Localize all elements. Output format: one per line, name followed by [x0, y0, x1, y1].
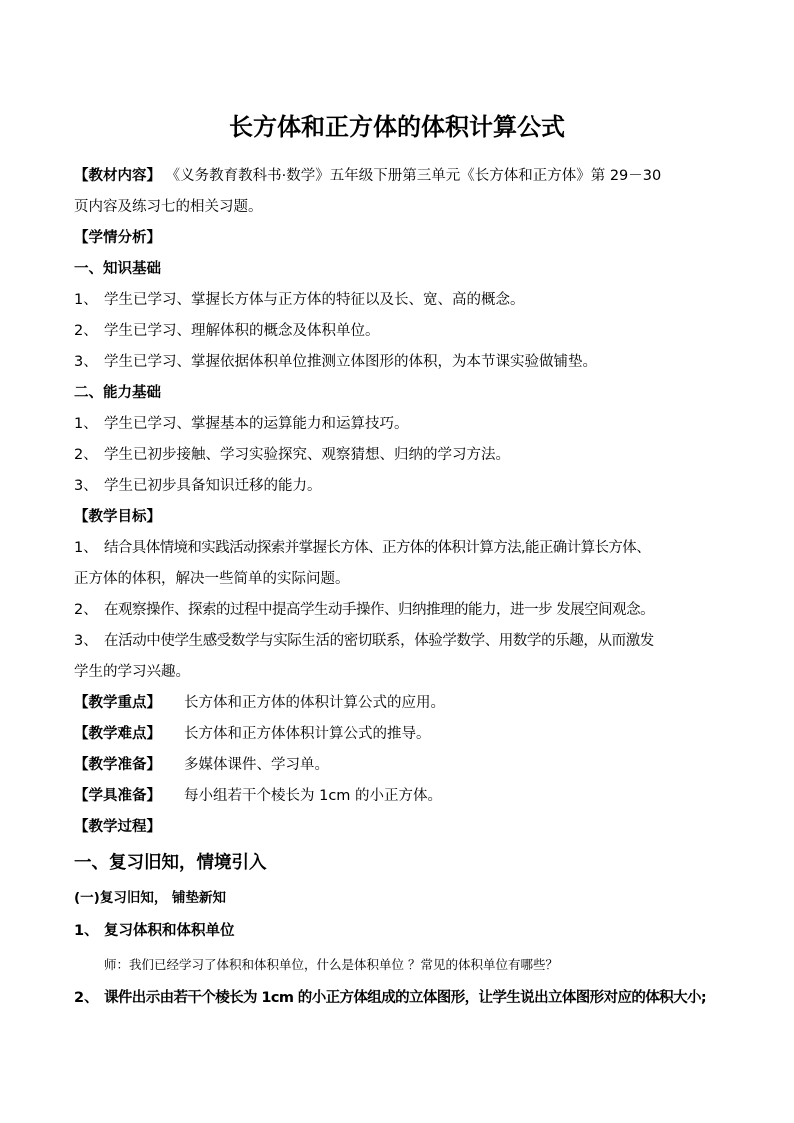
key-point-text: 长方体和正方体的体积计算公式的应用。 [184, 695, 445, 711]
step-1 [74, 921, 729, 941]
knowledge-item-3 [74, 352, 729, 372]
list-number: 3、 [74, 478, 98, 494]
process-label: 【教学过程】 [74, 819, 161, 835]
ability-item-2 [74, 445, 729, 465]
analysis-label: 【学情分析】 [74, 230, 161, 246]
list-number: 3、 [74, 633, 98, 649]
material-label: 【教材内容】 [74, 168, 161, 184]
list-item-text: 学生已初步具备知识迁移的能力。 [104, 478, 322, 494]
ability-heading: 二、能力基础 [74, 385, 161, 401]
section-heading-1: 一、复习旧知，情境引入 [74, 853, 267, 873]
difficulty-row [74, 724, 729, 744]
goal-item-2 [74, 600, 729, 620]
teaching-prep-label: 【教学准备】 [74, 757, 161, 773]
student-prep-label: 【学具准备】 [74, 788, 161, 804]
step-1-text: 复习体积和体积单位 [104, 923, 235, 939]
step-2 [74, 988, 729, 1008]
difficulty-text: 长方体和正方体体积计算公式的推导。 [184, 726, 431, 742]
subsection-heading-1: (一)复习旧知， 铺垫新知 [74, 890, 227, 906]
list-item-text: 在观察操作、探索的过程中提高学生动手操作、归纳推理的能力，进一步 发展空间观念。 [104, 602, 655, 618]
list-number: 2、 [74, 323, 98, 339]
difficulty-label: 【教学难点】 [74, 726, 161, 742]
teaching-prep-row [74, 755, 729, 775]
list-number: 2、 [74, 602, 98, 618]
list-number: 3、 [74, 354, 98, 370]
list-number: 2、 [74, 990, 99, 1006]
list-number: 2、 [74, 447, 98, 463]
list-item-text: 在活动中使学生感受数学与实际生活的密切联系，体验学数学、用数学的乐趣，从而激发 [104, 633, 654, 649]
material-text-1: 《义务教育教科书·数学》五年级下册第三单元《长方体和正方体》第 29－30 [165, 168, 662, 184]
teacher-line: 师：我们已经学习了体积和体积单位，什么是体积单位 ？常见的体积单位有哪些？ [104, 957, 558, 972]
list-number: 1、 [74, 292, 98, 308]
knowledge-heading: 一、知识基础 [74, 261, 161, 277]
list-item-text: 结合具体情境和实践活动探索并掌握长方体、正方体的体积计算方法,能正确计算长方体、 [104, 540, 651, 556]
material-text-2: 页内容及练习七的相关习题。 [74, 199, 263, 215]
list-item-text: 学生已学习、掌握长方体与正方体的特征以及长、宽、高的概念。 [104, 292, 525, 308]
list-number: 1、 [74, 416, 98, 432]
step-2-text: 课件出示由若干个棱长为 1cm 的小正方体组成的立体图形，让学生说出立体图形对应的体积大小; [104, 990, 707, 1006]
ability-item-3 [74, 476, 729, 496]
goals-label: 【教学目标】 [74, 509, 161, 525]
list-number: 1、 [74, 923, 99, 939]
student-prep-text: 每小组若干个棱长为 1cm 的小正方体。 [184, 788, 443, 804]
teaching-prep-text: 多媒体课件、学习单。 [184, 757, 329, 773]
ability-item-1 [74, 414, 729, 434]
list-item-text: 学生已初步接触、学习实验探究、观察猜想、归纳的学习方法。 [104, 447, 510, 463]
list-item-text: 学生已学习、掌握依据体积单位推测立体图形的体积，为本节课实验做铺垫。 [104, 354, 597, 370]
goal-item-1 [74, 538, 729, 558]
list-number: 1、 [74, 540, 98, 556]
knowledge-item-2 [74, 321, 729, 341]
student-prep-row [74, 786, 729, 806]
goal-item-3 [74, 631, 729, 651]
material-line-1 [74, 166, 729, 186]
document-title: 长方体和正方体的体积计算公式 [229, 113, 565, 141]
key-point-row [74, 693, 729, 713]
key-point-label: 【教学重点】 [74, 695, 161, 711]
knowledge-item-1 [74, 290, 729, 310]
list-item-text: 学生已学习、理解体积的概念及体积单位。 [104, 323, 380, 339]
goal-item-3-continued: 学生的学习兴趣。 [74, 664, 190, 680]
list-item-text: 学生已学习、掌握基本的运算能力和运算技巧。 [104, 416, 409, 432]
goal-item-1-continued: 正方体的体积，解决一些简单的实际问题。 [74, 571, 350, 587]
